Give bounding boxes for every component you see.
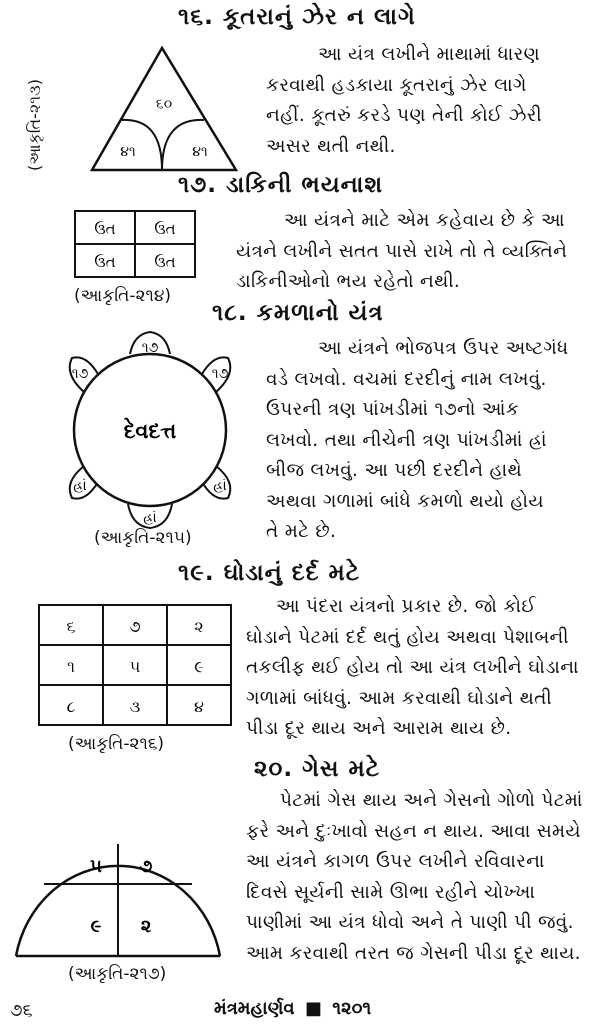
grid-cell: ૭	[129, 617, 141, 636]
body-line: આમ કરવાથી તરત જ ગેસની પીડા દૂર થાય.	[246, 942, 581, 964]
body-line: યંત્રને લખીને સતત પાસે રાખે તો તે વ્યક્તિને	[236, 240, 568, 262]
triangle-yantra-figure	[84, 36, 252, 176]
lotus-center-name: દેવદત્ત	[123, 419, 177, 443]
body-line: આ યંત્ર લખીને માથામાં ધારણ	[318, 44, 540, 65]
grid-cell: ઉત	[94, 253, 116, 271]
body-line: નહીં. કૂતરું કરડે પણ તેની કોઈ ઝેરી	[266, 105, 542, 126]
lotus-petal-bottom: હ્રાં	[143, 510, 157, 526]
body-line: ગળામાં બાંધવું. આમ કરવાથી ઘોડાને થતી	[246, 687, 552, 709]
triangle-left-value: ૪૧	[120, 144, 136, 160]
grid-cell: ૯	[194, 657, 204, 676]
body-line: ઘોડાને પેટમાં દર્દ થતું હોય અથવા પેશાબની	[246, 626, 569, 648]
lotus-petal-top-right: ૧૭	[211, 366, 229, 382]
body-line: તે મટે છે.	[266, 521, 337, 542]
section-heading-19: ૧૯. ઘોડાનું દર્દ મટે	[178, 560, 361, 586]
body-line: આ પંદરા યંત્રનો પ્રકાર છે. જો કોઈ	[276, 596, 536, 617]
grid-cell: ઉત	[154, 253, 176, 271]
page-number: ૭૬	[10, 1000, 33, 1021]
body-line: પેટમાં ગેસ થાય અને ગેસનો ગોળો પેટમાં	[280, 790, 583, 811]
semicircle-cell: ૫	[90, 856, 102, 877]
grid-2x2-figure	[74, 210, 200, 280]
semicircle-cell: ૯	[90, 916, 102, 937]
section-body-20	[246, 786, 583, 969]
section-heading-18: ૧૮. કમળાનો યંત્ર	[212, 300, 384, 326]
grid-cell: ૮	[66, 697, 76, 716]
figure-caption-215: (આકૃતિ-૨૧૫)	[94, 528, 192, 548]
body-line: અસર થતી નથી.	[266, 135, 396, 157]
running-footer	[214, 998, 371, 1019]
lotus-yantra-figure	[58, 330, 238, 530]
section-body-17	[236, 206, 567, 298]
body-line: દિવસે સૂર્યની સામે ઊભા રહીને ચોખ્ખા	[246, 881, 536, 903]
grid-cell: ૨	[194, 617, 204, 636]
figure-caption-217: (આકૃતિ-૨૧૭)	[68, 964, 167, 984]
figure-caption-213: (આકૃતિ-૨૧૩)	[25, 78, 44, 171]
semicircle-yantra-figure	[12, 816, 222, 960]
body-line: તકલીફ થઈ હોય તો આ યંત્ર લખીને ઘોડાના	[246, 657, 579, 678]
grid-cell: ૬	[66, 617, 76, 636]
body-line: આ યંત્રને ભોજપત્ર ઉપર અષ્ટગંધ	[318, 338, 569, 359]
section-heading-16: ૧૬. કૂતરાનું ઝેર ન લાગે	[178, 4, 416, 30]
body-line: લખવો. તથા નીચેની ત્રણ પાંખડીમાં હ્રાં	[266, 429, 547, 451]
body-line: ઉપરની ત્રણ પાંખડીમાં ૧૭નો આંક	[266, 399, 520, 420]
page-reference: ૧૨૦૧	[332, 998, 372, 1019]
section-body-16	[266, 40, 542, 162]
lotus-petal-top: ૧૭	[141, 340, 159, 356]
body-line: ડાકિનીઓનો ભય રહેતો નથી.	[236, 271, 461, 292]
body-line: આ યંત્રને માટે એમ કહેવાય છે કે આ	[284, 210, 565, 231]
body-line: ફરે અને દુઃખાવો સહન ન થાય. આવા સમયે	[246, 820, 581, 842]
body-line: આ યંત્રને કાગળ ઉપર લખીને રવિવારના	[246, 851, 545, 872]
separator-square: ■	[304, 998, 322, 1019]
section-body-19	[246, 592, 579, 745]
figure-caption-214: (આકૃતિ-૨૧૪)	[74, 286, 171, 306]
book-title: મંત્રમહાર્ણવ	[214, 998, 295, 1019]
grid-cell: ૧	[67, 657, 75, 676]
grid-cell: ૫	[129, 657, 141, 676]
grid-cell: ઉત	[154, 220, 176, 238]
lotus-petal-top-left: ૧૭	[71, 366, 89, 382]
lotus-petal-bottom-right: હ્રાં	[213, 478, 227, 494]
lotus-petal-bottom-left: હ્રાં	[73, 478, 87, 494]
semicircle-cell: ૨	[140, 916, 152, 937]
section-heading-20: ૨૦. ગેસ મટે	[254, 756, 381, 782]
section-body-18	[266, 334, 568, 548]
grid-cell: ૩	[129, 697, 141, 716]
figure-caption-216: (આકૃતિ-૨૧૬)	[68, 734, 164, 754]
triangle-right-value: ૪૧	[192, 144, 208, 160]
grid-3x3-figure	[38, 604, 234, 728]
body-line: કરવાથી હડકાયા કૂતરાનું ઝેર લાગે	[266, 74, 527, 96]
semicircle-cell: ૭	[139, 856, 153, 877]
grid-cell: ૪	[194, 697, 204, 716]
body-line: વડે લખવો. વચમાં દરદીનું નામ લખવું.	[266, 368, 547, 390]
grid-cell: ઉત	[94, 220, 116, 238]
body-line: બીજ લખવું. આ પછી દરદીને હાથે	[266, 460, 522, 481]
body-line: પીડા દૂર થાય અને આરામ થાય છે.	[246, 718, 512, 739]
triangle-top-value: ૬૦	[155, 96, 173, 112]
body-line: પાણીમાં આ યંત્ર ધોવો અને તે પાણી પી જવું.	[246, 912, 574, 933]
section-heading-17: ૧૭. ડાકિની ભયનાશ	[178, 172, 384, 198]
body-line: અથવા ગળામાં બાંધે કમળો થયો હોય	[266, 490, 544, 512]
